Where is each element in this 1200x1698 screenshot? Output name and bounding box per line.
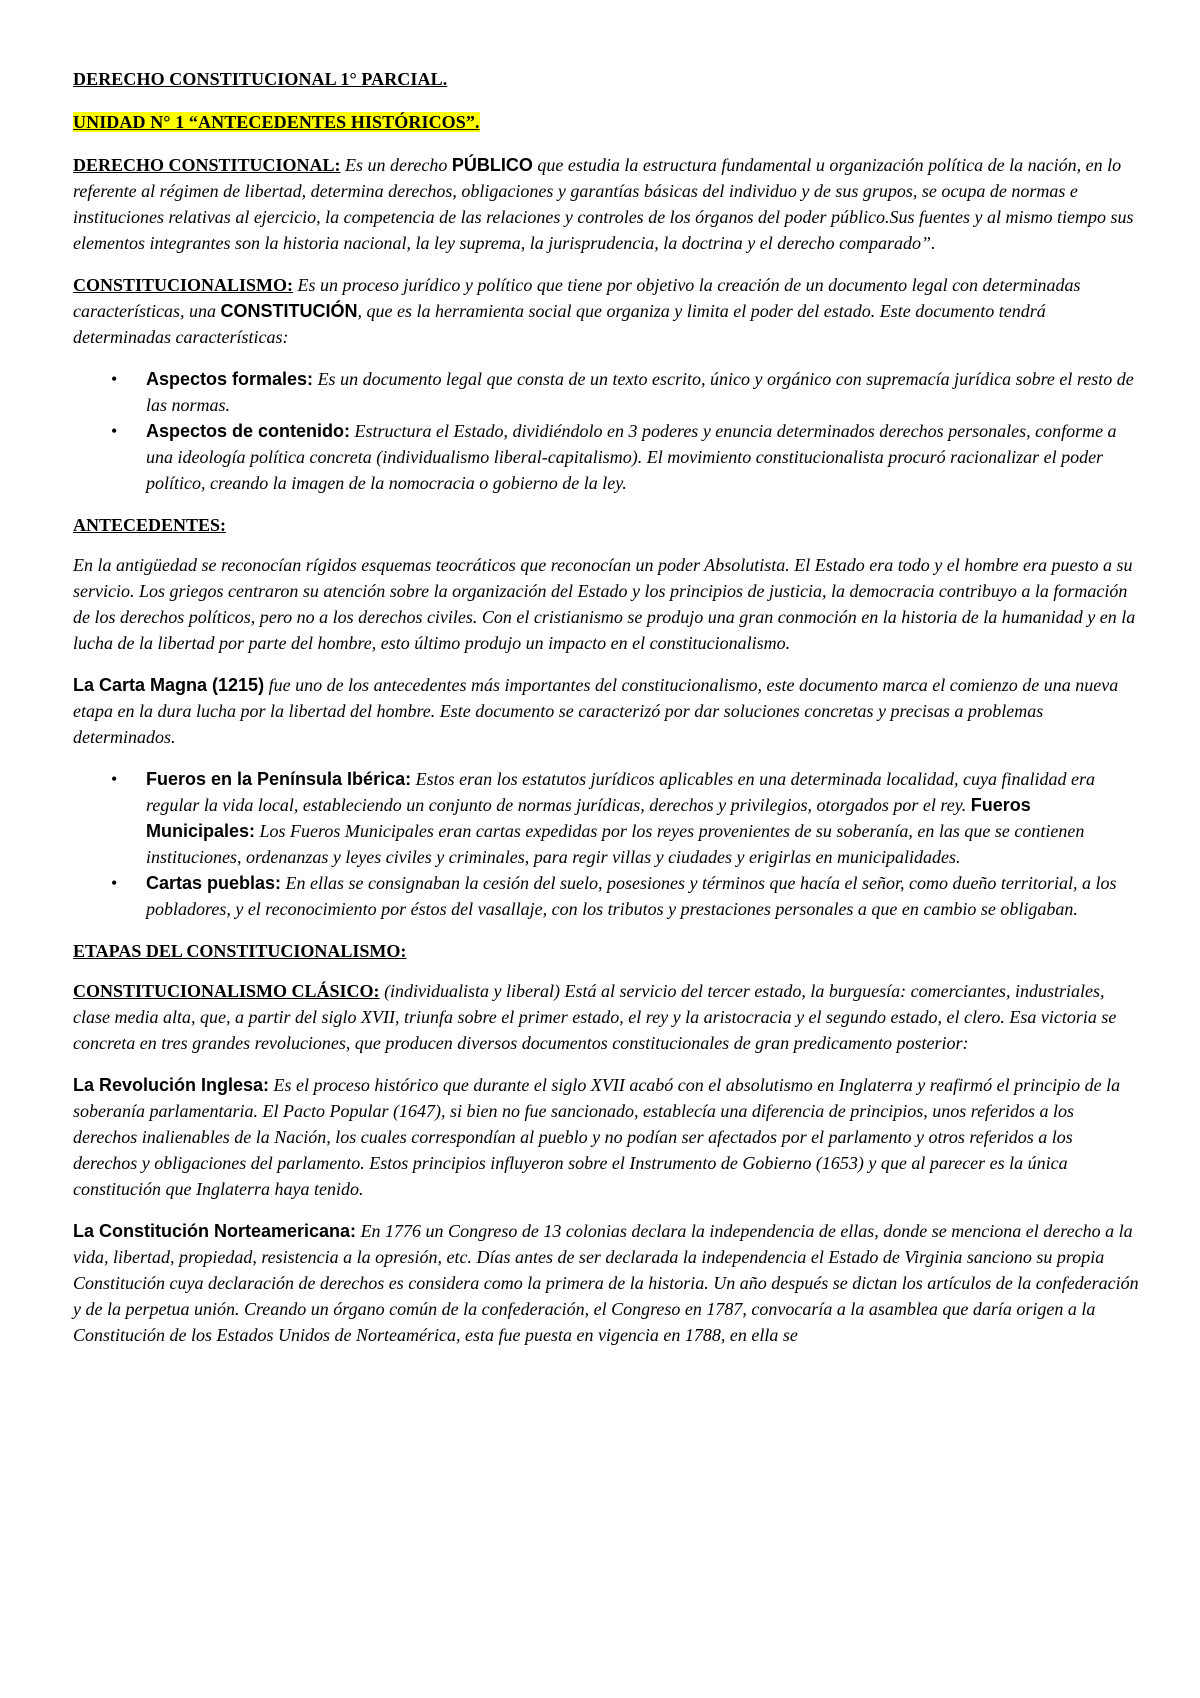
list-item <box>73 766 1141 870</box>
derecho-bold: PÚBLICO <box>451 155 533 175</box>
cartas-pueblas-label: Cartas pueblas: <box>146 873 282 893</box>
list-item <box>73 366 1141 418</box>
fueros-municipales-text: Los Fueros Municipales eran cartas expedidas por los reyes provenientes de su soberanía, en las que se contienen instituciones, ordenanzas y leyes civiles y criminales, para regir villas y ciudades y erigirlas en municipalidades. <box>146 821 1085 867</box>
norteamericana-text: En 1776 un Congreso de 13 colonias declara la independencia de ellas, donde se menciona el derecho a la vida, libertad, propiedad, resistencia a la opresión, etc. Días antes de ser declarada la independencia el Estado de Virginia sanciono su propia Constitución cuya declaración de derechos es considera como la primera de la historia. Un año después se dictan los artículos de la confederación y de la perpetua unión. Creando un órgano común de la confederación, el Congreso en 1787, convocaría a la asamblea que daría origen a la Constitución de los Estados Unidos de Norteamérica, esta fue puesta en vigencia en 1788, en ella se <box>73 1221 1139 1345</box>
clasico-paragraph <box>73 978 1141 1056</box>
norteamericana-label: La Constitución Norteamericana: <box>73 1221 357 1241</box>
constitucionalismo-text-b: , que es la herramienta social que organiza y limita el poder del estado. Este documento tendrá determinadas características: <box>73 301 1046 347</box>
aspect-label: Aspectos de contenido: <box>146 421 351 441</box>
constitucionalismo-bold: CONSTITUCIÓN <box>220 301 358 321</box>
unit-title-highlight: UNIDAD N° 1 “ANTECEDENTES HISTÓRICOS”. <box>73 112 480 132</box>
aspect-label: Aspectos formales: <box>146 369 314 389</box>
inglesa-paragraph <box>73 1072 1141 1202</box>
list-item <box>73 870 1141 922</box>
clasico-label: CONSTITUCIONALISMO CLÁSICO: <box>73 981 380 1001</box>
constitucionalismo-label: CONSTITUCIONALISMO: <box>73 275 294 295</box>
norteamericana-paragraph <box>73 1218 1141 1348</box>
carta-magna-label: La Carta Magna (1215) <box>73 675 265 695</box>
fueros-text: Estos eran los estatutos jurídicos aplicables en una determinada localidad, cuya finalidad era regular la vida local, estableciendo un conjunto de normas jurídicas, derechos y privilegios, otorgados por el rey. <box>146 769 1096 815</box>
aspects-list <box>73 366 1141 496</box>
carta-magna-text: fue uno de los antecedentes más importantes del constitucionalismo, este documento marca el comienzo de una nueva etapa en la dura lucha por la libertad del hombre. Este documento se caracterizó por dar soluciones concretas y precisas a problemas determinados. <box>73 675 1119 747</box>
constitucionalismo-text-a: Es un proceso jurídico y político que tiene por objetivo la creación de un documento legal con determinadas características, una <box>73 275 1081 321</box>
antecedentes-heading: ANTECEDENTES: <box>73 515 227 535</box>
antecedentes-paragraph: En la antigüedad se reconocían rígidos esquemas teocráticos que reconocían un poder Absolutista. El Estado era todo y el hombre era puesto a su servicio. Los griegos centraron su atención sobre la organización del Estado y los principios de justicia, la democracia contribuyo a la formación de los derechos políticos, pero no a los derechos civiles. Con el cristianismo se produjo una gran conmoción en la historia de la humanidad y en la lucha de la libertad por parte del hombre, esto último produjo un impacto en el constitucionalismo. <box>73 555 1136 653</box>
list-item <box>73 418 1141 496</box>
carta-magna-paragraph <box>73 672 1141 750</box>
inglesa-text: Es el proceso histórico que durante el siglo XVII acabó con el absolutismo en Inglaterra y reafirmó el principio de la soberanía parlamentaria. El Pacto Popular (1647), si bien no fue sancionado, establecía una diferencia de principios, unos referidos a los derechos inalienables de la Nación, los cuales correspondían al pueblo y no podían ser afectados por el parlamento y otros referidos a los derechos y obligaciones del parlamento. Estos principios influyeron sobre el Instrumento de Gobierno (1653) y que al parecer es la única constitución que Inglaterra haya tenido. <box>73 1075 1121 1199</box>
document-title: DERECHO CONSTITUCIONAL 1° PARCIAL. <box>73 69 448 89</box>
bullet-icon: • <box>111 421 118 441</box>
bullet-icon: • <box>111 369 118 389</box>
derecho-text-b: que estudia la estructura fundamental u organización política de la nación, en lo referente al régimen de libertad, determina derechos, obligaciones y garantías básicas del individuo y de sus grupos, se ocupa de normas e instituciones relativas al ejercicio, la competencia de las relaciones y controles de los órganos del poder público.Sus fuentes y al mismo tiempo sus elementos integrantes son la historia nacional, la ley suprema, la jurisprudencia, la doctrina y el derecho comparado”. <box>73 155 1134 253</box>
clasico-text: (individualista y liberal) Está al servicio del tercer estado, la burguesía: comerciantes, industriales, clase media alta, que, a partir del siglo XVII, triunfa sobre el primer estado, el rey y la aristocracia y el segundo estado, el clero. Esa victoria se concreta en tres grandes revoluciones, que producen diversos documentos constitucionales de gran predicamento posterior: <box>73 981 1117 1053</box>
derecho-label: DERECHO CONSTITUCIONAL: <box>73 155 341 175</box>
fueros-list <box>73 766 1141 922</box>
aspect-text: Estructura el Estado, dividiéndolo en 3 poderes y enuncia determinados derechos personales, conforme a una ideología política concreta (individualismo liberal-capitalismo). El movimiento constitucionalista procuró racionalizar el poder político, creando la imagen de la nomocracia o gobierno de la ley. <box>146 421 1117 493</box>
etapas-heading: ETAPAS DEL CONSTITUCIONALISMO: <box>73 941 407 961</box>
derecho-text-a: Es un derecho <box>340 155 452 175</box>
bullet-icon: • <box>111 873 118 893</box>
cartas-pueblas-text: En ellas se consignaban la cesión del suelo, posesiones y términos que hacía el señor, como dueño territorial, a los pobladores, y el reconocimiento por éstos del vasallaje, con los tributos y prestaciones personales a que en cambio se obligaban. <box>146 873 1117 919</box>
unit-title <box>73 109 1141 135</box>
inglesa-label: La Revolución Inglesa: <box>73 1075 270 1095</box>
document-page <box>73 66 1141 1364</box>
aspect-text: Es un documento legal que consta de un texto escrito, único y orgánico con supremacía jurídica sobre el resto de las normas. <box>146 369 1134 415</box>
derecho-paragraph <box>73 152 1141 256</box>
fueros-label: Fueros en la Península Ibérica: <box>146 769 412 789</box>
constitucionalismo-paragraph <box>73 272 1141 350</box>
bullet-icon: • <box>111 769 118 789</box>
fueros-municipales-label: Fueros Municipales: <box>146 795 1031 841</box>
